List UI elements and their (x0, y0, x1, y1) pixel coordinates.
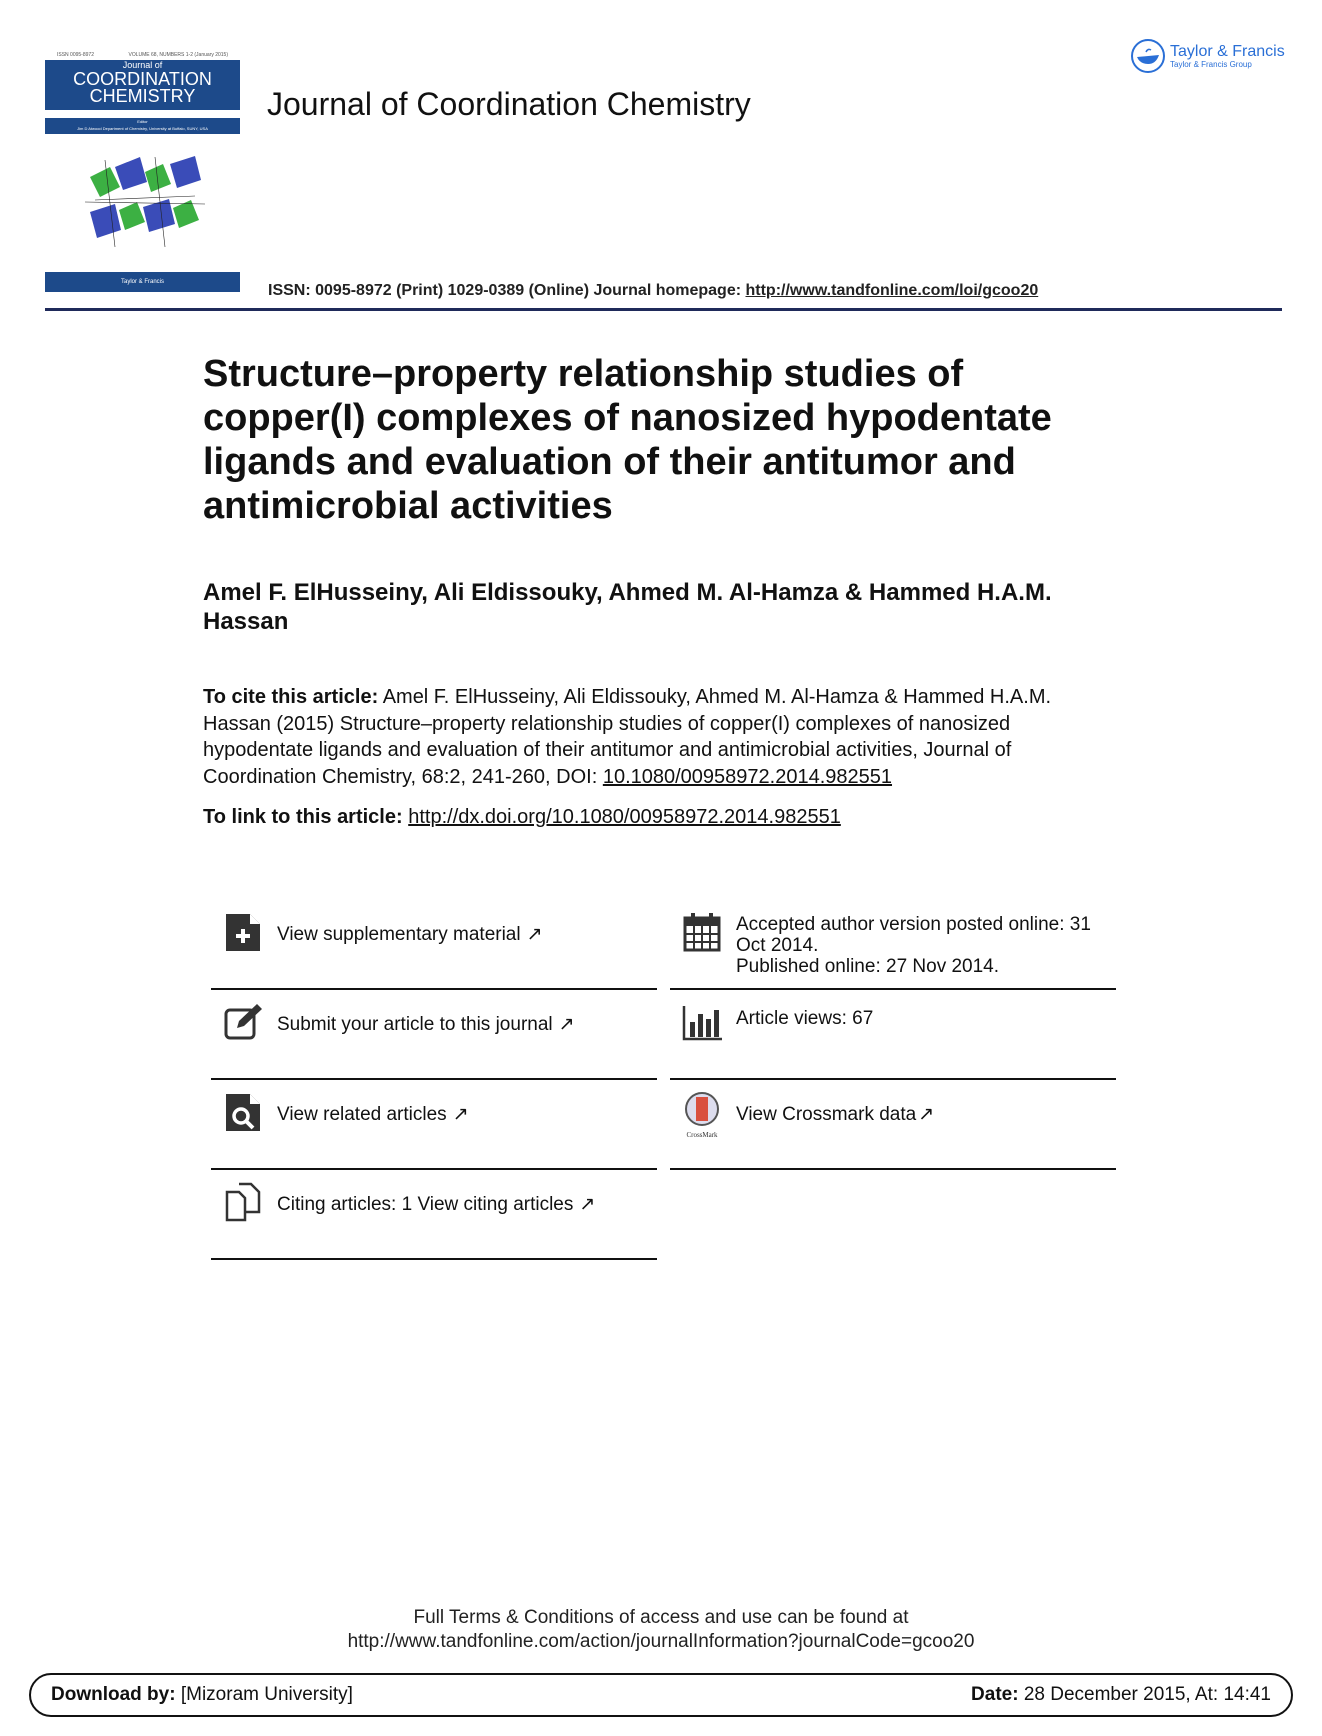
doi-link[interactable]: 10.1080/00958972.2014.982551 (602, 765, 893, 788)
article-doi-url[interactable]: http://dx.doi.org/10.1080/00958972.2014.982551 (408, 806, 841, 828)
cover-chemistry: CHEMISTRY (89, 86, 196, 106)
crossmark-label: View Crossmark data (736, 1104, 917, 1125)
download-institution: [Mizoram University] (175, 1684, 353, 1705)
cover-journal-of: Journal of (122, 60, 163, 70)
edit-pencil-icon (223, 1002, 263, 1042)
link-label: To link to this article: (203, 806, 409, 828)
published-date: Published online: 27 Nov 2014. (736, 956, 1000, 977)
citing-label: Citing articles: 1 View citing articles (277, 1194, 574, 1215)
article-link-line (203, 806, 841, 829)
cover-title-band (45, 60, 240, 110)
title-line: Structure–property relationship studies of (203, 353, 964, 395)
issn-text: ISSN: 0095-8972 (Print) 1029-0389 (Online) Journal homepage: (268, 282, 746, 299)
journal-cover-image (45, 52, 240, 292)
date-label: Date: (971, 1684, 1019, 1705)
title-line: ligands and evaluation of their antitumor and (203, 441, 1016, 483)
views-label: Article views: 67 (736, 1008, 874, 1029)
terms-notice (0, 1606, 1322, 1654)
external-link-icon: ↗ (526, 924, 543, 945)
molecular-structure-illustration (85, 152, 205, 252)
submit-article-link[interactable] (211, 990, 657, 1080)
journal-title: Journal of Coordination Chemistry (267, 86, 751, 122)
article-title (203, 352, 1052, 528)
cover-publisher: Taylor & Francis (120, 279, 164, 285)
terms-line: Full Terms & Conditions of access and use can be found at (413, 1607, 909, 1628)
download-date: 28 December 2015, At: 14:41 (1018, 1684, 1271, 1705)
cite-label: To cite this article: (203, 686, 379, 708)
article-views (670, 990, 1116, 1080)
file-plus-icon (223, 912, 263, 952)
header-divider (45, 308, 1282, 311)
download-label: Download by: (51, 1684, 176, 1705)
cover-editor-band (45, 118, 240, 134)
cover-volume: VOLUME 68, NUMBERS 1-2 (January 2015) (128, 52, 228, 58)
cite-text: Amel F. ElHusseiny, Ali Eldissouky, Ahmed M. Al-Hamza & Hammed H.A.M. Hassan (2015) Structure–property relationship studies of copper(I) complexes of nanosized hypodentate ligands and evaluation of their antitumor and antimicrobial activities, Journal of Coordination Chemistry, 68:2, 241-260, DOI: (203, 686, 1052, 788)
issn-line (268, 282, 1038, 300)
view-related-articles-link[interactable] (211, 1080, 657, 1170)
title-line: copper(I) complexes of nanosized hypodentate (203, 397, 1052, 439)
calendar-icon (682, 912, 722, 952)
accepted-date: Accepted author version posted online: 31 Oct 2014. (736, 914, 1091, 956)
article-authors: Amel F. ElHusseiny, Ali Eldissouky, Ahmed M. Al-Hamza & Hammed H.A.M. Hassan (203, 579, 1052, 635)
publisher-name: Taylor & Francis (1170, 43, 1285, 60)
supplementary-label: View supplementary material (277, 924, 521, 945)
cover-editor: Jim D Atwood Department of Chemistry, University at Buffalo, SUNY, USA (77, 126, 208, 131)
file-search-icon (223, 1092, 263, 1132)
citation-block (203, 684, 1123, 790)
view-supplementary-material-link[interactable] (211, 900, 657, 990)
taylor-francis-logo[interactable] (1130, 38, 1285, 74)
cover-issn: ISSN 0095-8972 (57, 52, 94, 58)
journal-homepage-link[interactable]: http://www.tandfonline.com/loi/gcoo20 (745, 282, 1039, 299)
external-link-icon: ↗ (558, 1014, 575, 1035)
cover-publisher-band (45, 272, 240, 292)
external-link-icon: ↗ (579, 1194, 596, 1215)
title-line: antimicrobial activities (203, 485, 613, 527)
submit-label: Submit your article to this journal (277, 1014, 553, 1035)
publication-dates (670, 900, 1116, 990)
copy-documents-icon (223, 1182, 263, 1222)
related-label: View related articles (277, 1104, 447, 1125)
crossmark-icon (682, 1092, 722, 1126)
cover-coordination: COORDINATION (73, 69, 212, 89)
download-info-bar (29, 1673, 1293, 1717)
cover-editor-label: Editor (137, 119, 148, 124)
crossmark-logo (682, 1092, 722, 1139)
crossmark-logo-text: CrossMark (686, 1131, 718, 1139)
taylor-francis-lamp-icon (1130, 38, 1166, 74)
bar-chart-icon (682, 1002, 722, 1042)
terms-url[interactable]: http://www.tandfonline.com/action/journalInformation?journalCode=gcoo20 (347, 1631, 975, 1652)
view-crossmark-link[interactable] (670, 1080, 1116, 1170)
view-citing-articles-link[interactable] (211, 1170, 657, 1260)
publisher-group: Taylor & Francis Group (1170, 60, 1252, 69)
external-link-icon: ↗ (918, 1104, 935, 1125)
external-link-icon: ↗ (452, 1104, 469, 1125)
